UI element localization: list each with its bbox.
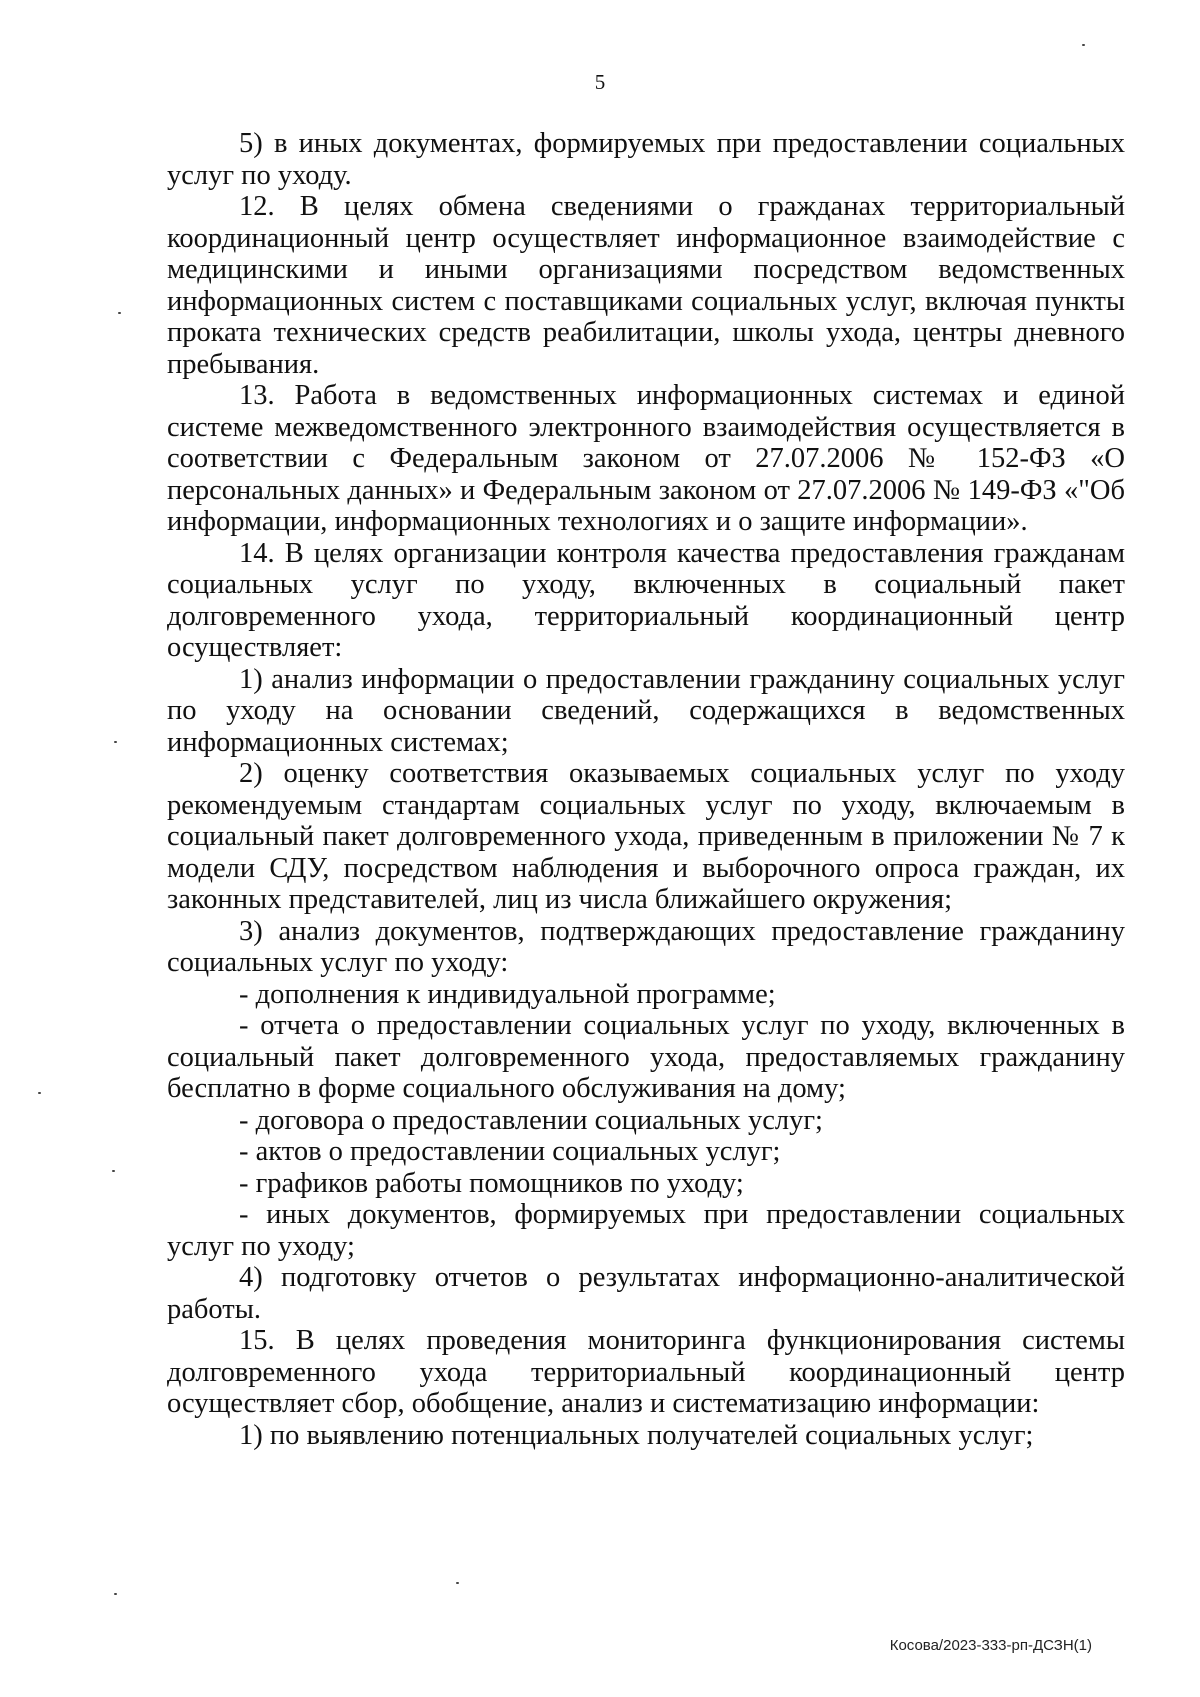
list-item: - иных документов, формируемых при предоставлении социальных услуг по уходу; bbox=[167, 1199, 1125, 1262]
paragraph-14-item-2: 2) оценку соответствия оказываемых социальных услуг по уходу рекомендуемым стандартам социальных услуг по уходу, включаемым в социальный пакет долговременного ухода, приведенным в приложении № 7 к модели СДУ, посредством наблюдения и выборочного опроса граждан, их законных представителей, лиц из числа ближайшего окружения; bbox=[167, 758, 1125, 915]
scan-speck bbox=[456, 1582, 459, 1584]
paragraph-14-item-1: 1) анализ информации о предоставлении гражданину социальных услуг по уходу на основании сведений, содержащихся в ведомственных информационных системах; bbox=[167, 663, 1125, 758]
document-footer-code: Косова/2023-333-рп-ДСЗН(1) bbox=[889, 1637, 1092, 1654]
paragraph-13: 13. Работа в ведомственных информационных системах и единой системе межведомственного электронного взаимодействия осуществляется в соответствии с Федеральным законом от 27.07.2006 № 152-ФЗ «О персональных данных» и Федеральным законом от 27.07.2006 № 149-ФЗ «"Об информации, информационных технологиях и о защите информации». bbox=[167, 380, 1125, 537]
paragraph-14: 14. В целях организации контроля качества предоставления гражданам социальных услуг по уходу, включенных в социальный пакет долговременного ухода, территориальный координационный центр осуществляет: bbox=[167, 537, 1125, 663]
paragraph-item-5: 5) в иных документах, формируемых при предоставлении социальных услуг по уходу. bbox=[167, 128, 1125, 191]
scan-speck bbox=[38, 1092, 41, 1094]
scan-speck bbox=[114, 741, 117, 743]
list-item: - графиков работы помощников по уходу; bbox=[239, 1167, 744, 1199]
scan-speck bbox=[118, 312, 121, 314]
paragraph-12: 12. В целях обмена сведениями о гражданах территориальный координационный центр осуществляет информационное взаимодействие с медицинскими и иными организациями посредством ведомственных информационных систем с поставщиками социальных услуг, включая пункты проката технических средств реабилитации, школы ухода, центры дневного пребывания. bbox=[167, 191, 1125, 380]
list-item: - договора о предоставлении социальных услуг; bbox=[239, 1104, 823, 1136]
scan-speck bbox=[1082, 44, 1085, 46]
paragraph-14-item-4: 4) подготовку отчетов о результатах информационно-аналитической работы. bbox=[167, 1262, 1125, 1325]
list-item: - актов о предоставлении социальных услуг; bbox=[239, 1136, 781, 1167]
paragraph-15: 15. В целях проведения мониторинга функционирования системы долговременного ухода территориальный координационный центр осуществляет сбор, обобщение, анализ и систематизацию информации: bbox=[167, 1325, 1125, 1419]
list-item: - дополнения к индивидуальной программе; bbox=[239, 978, 776, 1010]
document-body bbox=[167, 128, 1125, 1451]
page-number: 5 bbox=[594, 70, 606, 94]
paragraph-15-item-1: 1) по выявлению потенциальных получателей социальных услуг; bbox=[239, 1419, 1034, 1451]
list-item: - отчета о предоставлении социальных услуг по уходу, включенных в социальный пакет долговременного ухода, предоставляемых гражданину бесплатно в форме социального обслуживания на дому; bbox=[167, 1010, 1125, 1104]
scan-speck bbox=[112, 1170, 115, 1172]
paragraph-14-item-3: 3) анализ документов, подтверждающих предоставление гражданину социальных услуг по уходу: bbox=[167, 915, 1125, 978]
scan-speck bbox=[114, 1593, 117, 1595]
